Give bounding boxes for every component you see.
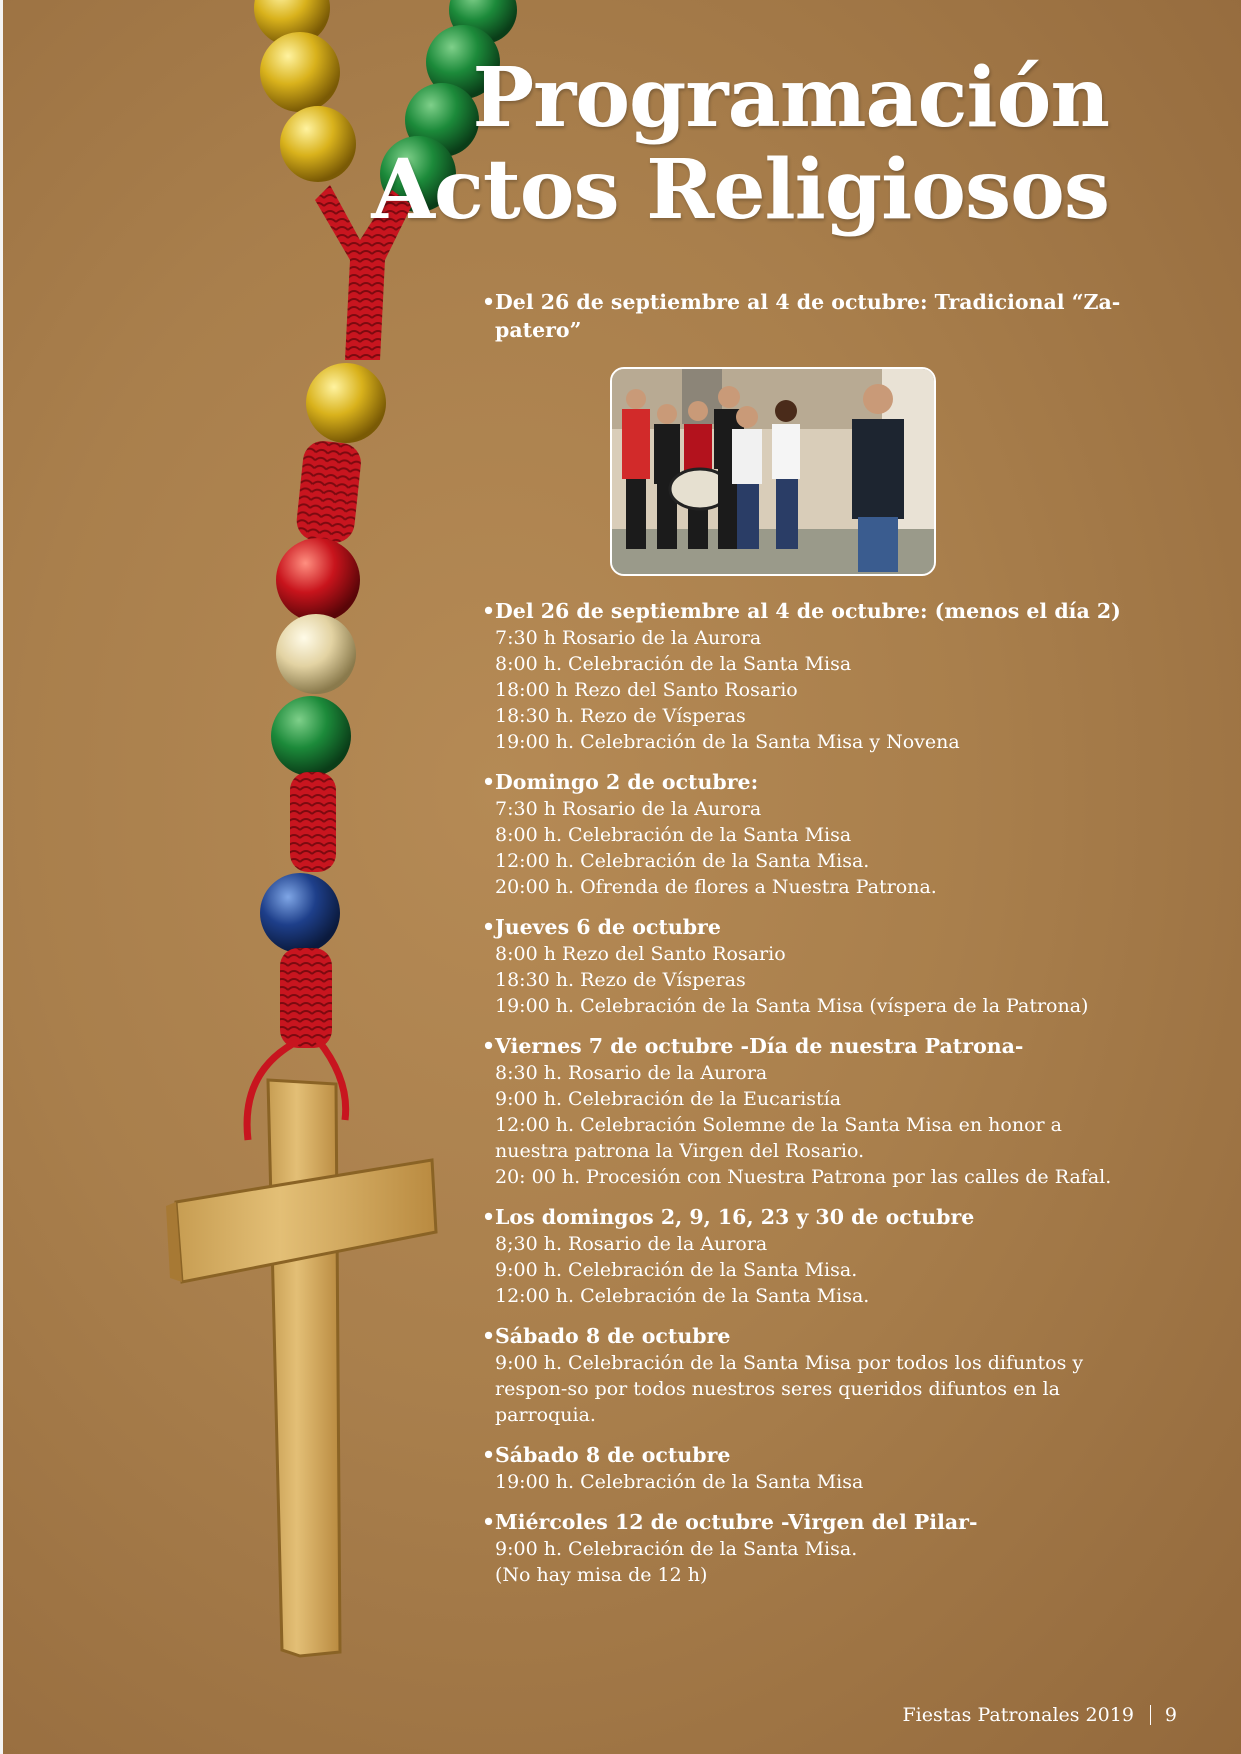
publication-name: Fiestas Patronales 2019 bbox=[902, 1704, 1134, 1726]
heading-text: Domingo 2 de octubre: bbox=[495, 770, 759, 794]
schedule-list-main bbox=[482, 597, 1122, 1601]
schedule-line: 7:30 h Rosario de la Aurora bbox=[495, 798, 762, 820]
bullet: • bbox=[482, 1205, 496, 1229]
bullet: • bbox=[482, 1443, 496, 1467]
schedule-line: 12:00 h. Celebración Solemne de la Santa Misa en honor a nuestra patrona la Virgen del Rosario. bbox=[495, 1114, 1062, 1162]
bullet: • bbox=[482, 1510, 496, 1534]
bullet: • bbox=[482, 599, 496, 623]
schedule-line: 8:00 h Rezo del Santo Rosario bbox=[495, 943, 786, 965]
rosary-beads-left bbox=[254, 0, 356, 182]
schedule-line: 9:00 h. Celebración de la Santa Misa por todos los difuntos y respon-so por todos nuestros seres queridos difuntos en la parroquia. bbox=[495, 1352, 1084, 1426]
title-line-1: Programación bbox=[472, 50, 1109, 146]
schedule-line: 12:00 h. Celebración de la Santa Misa. bbox=[495, 1285, 870, 1307]
bullet: • bbox=[482, 915, 496, 939]
page-footer bbox=[902, 1703, 1177, 1727]
section-heading bbox=[482, 1441, 1122, 1469]
section-heading bbox=[482, 1032, 1122, 1060]
schedule-section bbox=[482, 768, 1122, 900]
heading-text: Sábado 8 de octubre bbox=[495, 1443, 731, 1467]
heading-text: Del 26 de septiembre al 4 de octubre: Tradicional “Za-patero” bbox=[495, 290, 1121, 342]
schedule-line: 19:00 h. Celebración de la Santa Misa bbox=[495, 1471, 864, 1493]
schedule-line: 8;30 h. Rosario de la Aurora bbox=[495, 1233, 768, 1255]
section-heading bbox=[482, 1322, 1122, 1350]
schedule-line: 9:00 h. Celebración de la Santa Misa. bbox=[495, 1259, 858, 1281]
schedule-line: (No hay misa de 12 h) bbox=[495, 1564, 708, 1586]
footer-divider bbox=[1150, 1705, 1151, 1725]
heading-text: Jueves 6 de octubre bbox=[495, 915, 721, 939]
heading-text: Miércoles 12 de octubre -Virgen del Pilar- bbox=[495, 1510, 978, 1534]
schedule-line: 18:30 h. Rezo de Vísperas bbox=[495, 705, 746, 727]
page-number: 9 bbox=[1164, 1704, 1177, 1726]
schedule-section bbox=[482, 1441, 1122, 1495]
schedule-line: 18:30 h. Rezo de Vísperas bbox=[495, 969, 746, 991]
schedule-line: 20: 00 h. Procesión con Nuestra Patrona por las calles de Rafal. bbox=[495, 1166, 1112, 1188]
schedule-section bbox=[482, 1508, 1122, 1588]
section-heading bbox=[482, 597, 1122, 625]
schedule-line: 12:00 h. Celebración de la Santa Misa. bbox=[495, 850, 870, 872]
schedule-line: 8:00 h. Celebración de la Santa Misa bbox=[495, 824, 852, 846]
schedule-list bbox=[482, 288, 1122, 344]
cross bbox=[166, 1080, 436, 1656]
schedule-line: 19:00 h. Celebración de la Santa Misa y Novena bbox=[495, 731, 960, 753]
section-heading bbox=[482, 913, 1122, 941]
schedule-line: 9:00 h. Celebración de la Eucaristía bbox=[495, 1088, 842, 1110]
schedule-section bbox=[482, 913, 1122, 1019]
schedule-line: 9:00 h. Celebración de la Santa Misa. bbox=[495, 1538, 858, 1560]
schedule-line: 7:30 h Rosario de la Aurora bbox=[495, 627, 762, 649]
heading-text: Los domingos 2, 9, 16, 23 y 30 de octubre bbox=[495, 1205, 975, 1229]
bullet: • bbox=[482, 1034, 496, 1058]
schedule-section bbox=[482, 1322, 1122, 1428]
section-heading bbox=[482, 1203, 1122, 1231]
heading-text: Sábado 8 de octubre bbox=[495, 1324, 731, 1348]
section-heading bbox=[482, 768, 1122, 796]
bullet: • bbox=[482, 770, 496, 794]
section-heading bbox=[482, 288, 1122, 344]
schedule-section bbox=[482, 1032, 1122, 1190]
schedule-line: 18:00 h Rezo del Santo Rosario bbox=[495, 679, 798, 701]
procession-photo bbox=[610, 367, 936, 576]
schedule-section bbox=[482, 1203, 1122, 1309]
schedule-line: 20:00 h. Ofrenda de flores a Nuestra Patrona. bbox=[495, 876, 937, 898]
schedule-section bbox=[482, 597, 1122, 755]
bullet: • bbox=[482, 290, 496, 314]
title-line-2: Actos Religiosos bbox=[371, 142, 1109, 238]
schedule-line: 8:00 h. Celebración de la Santa Misa bbox=[495, 653, 852, 675]
section-heading bbox=[482, 1508, 1122, 1536]
schedule-line: 19:00 h. Celebración de la Santa Misa (víspera de la Patrona) bbox=[495, 995, 1089, 1017]
page-title bbox=[371, 52, 1109, 236]
bullet: • bbox=[482, 1324, 496, 1348]
heading-text: Viernes 7 de octubre -Día de nuestra Patrona- bbox=[495, 1034, 1024, 1058]
heading-text: Del 26 de septiembre al 4 de octubre: (menos el día 2) bbox=[495, 599, 1121, 623]
schedule-section bbox=[482, 288, 1122, 344]
schedule-line: 8:30 h. Rosario de la Aurora bbox=[495, 1062, 768, 1084]
